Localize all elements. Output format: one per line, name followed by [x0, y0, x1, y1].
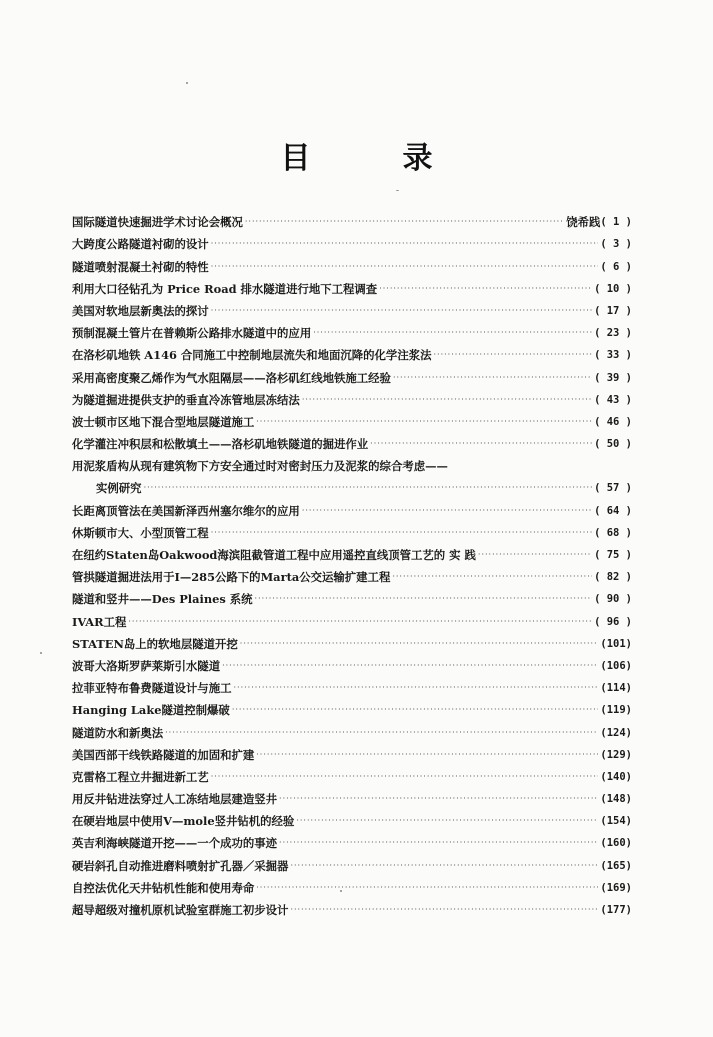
toc-entry-page: (114) [600, 682, 632, 695]
toc-entry [72, 784, 632, 806]
toc-entry [72, 762, 632, 784]
toc-entry [72, 407, 632, 429]
toc-entry [72, 606, 632, 628]
toc-leader-dots [245, 215, 564, 229]
toc-entry [72, 895, 632, 917]
table-of-contents [72, 207, 632, 917]
toc-entry-title: 硬岩斜孔自动推进磨料喷射扩孔器／采掘器 [72, 858, 289, 873]
toc-entry [72, 229, 632, 251]
toc-entry-page: (106) [600, 659, 632, 672]
toc-entry-title: 用泥浆盾构从现有建筑物下方安全通过时对密封压力及泥浆的综合考虑—— [72, 459, 448, 474]
toc-entry-page: ( 50 ) [594, 438, 632, 451]
toc-entry-title: 长距离顶管法在美国新泽西州塞尔维尔的应用 [72, 503, 300, 518]
toc-leader-dots [211, 237, 599, 251]
toc-leader-dots [290, 903, 598, 917]
toc-leader-dots [290, 859, 598, 873]
toc-entry-page: ( 57 ) [594, 482, 632, 495]
toc-leader-dots [393, 371, 592, 385]
toc-entry-title: 隧道喷射混凝土衬砌的特性 [72, 259, 209, 274]
toc-entry-title: 自控法优化天井钻机性能和使用寿命 [72, 880, 255, 895]
toc-entry [72, 207, 632, 229]
toc-leader-dots [478, 548, 592, 562]
toc-entry [72, 873, 632, 895]
toc-entry-page: ( 68 ) [594, 526, 632, 539]
toc-entry-page: (154) [600, 815, 632, 828]
title-char-left: 目 [280, 141, 311, 176]
scan-speck [340, 890, 342, 892]
toc-entry-title: 采用高密度聚乙烯作为气水阻隔层——洛杉矶红线地铁施工经验 [72, 370, 391, 385]
toc-entry-title: 休斯顿市大、小型顶管工程 [72, 525, 209, 540]
toc-leader-dots [256, 415, 592, 429]
toc-entry-page: (169) [600, 881, 632, 894]
toc-entry-page: (165) [600, 859, 632, 872]
toc-entry-title: 大跨度公路隧道衬砌的设计 [72, 237, 209, 252]
toc-entry [72, 451, 632, 473]
toc-entry-title: 管拱隧道掘进法用于I—285公路下的Marta公交运输扩建工程 [72, 570, 391, 585]
toc-leader-dots [279, 836, 598, 850]
toc-entry-page: (101) [600, 637, 632, 650]
toc-entry [72, 828, 632, 850]
toc-entry-title: 实例研究 [96, 481, 142, 496]
toc-leader-dots [379, 282, 592, 296]
toc-entry [72, 362, 632, 384]
toc-leader-dots [313, 326, 592, 340]
toc-entry [72, 695, 632, 717]
toc-leader-dots [302, 393, 592, 407]
title-char-right: 录 [402, 141, 433, 176]
toc-leader-dots [279, 792, 598, 806]
toc-entry-title: 在洛杉矶地铁 A146 合同施工中控制地层流失和地面沉降的化学注浆法 [72, 348, 432, 363]
toc-entry [72, 629, 632, 651]
toc-leader-dots [434, 348, 593, 362]
toc-entry [72, 540, 632, 562]
toc-leader-dots [211, 304, 592, 318]
toc-entry-title: 超导超级对撞机原机试验室群施工初步设计 [72, 903, 289, 917]
toc-entry [72, 385, 632, 407]
toc-entry [72, 850, 632, 872]
toc-entry [72, 562, 632, 584]
toc-entry [72, 518, 632, 540]
toc-entry-page: (129) [600, 748, 632, 761]
toc-leader-dots [128, 615, 592, 629]
toc-entry-title: 美国西部干线铁路隧道的加固和扩建 [72, 747, 255, 762]
scan-speck [396, 190, 399, 191]
toc-leader-dots [222, 659, 598, 673]
toc-entry-page: ( 3 ) [600, 238, 632, 251]
toc-entry-title: 美国对软地层新奥法的探讨 [72, 303, 209, 318]
toc-entry-page: (148) [600, 793, 632, 806]
toc-entry-title: 波士顿市区地下混合型地层隧道施工 [72, 414, 255, 429]
toc-entry-title: 用反井钻进法穿过人工冻结地层建造竖井 [72, 792, 278, 807]
toc-entry [72, 473, 632, 495]
toc-entry-page: ( 64 ) [594, 504, 632, 517]
scan-speck [186, 82, 188, 84]
toc-entry-page: ( 46 ) [594, 415, 632, 428]
toc-leader-dots [232, 703, 599, 717]
toc-leader-dots [211, 260, 599, 274]
toc-entry-title: 利用大口径钻孔为 Price Road 排水隧道进行地下工程调查 [72, 281, 378, 296]
toc-entry-page: ( 10 ) [594, 282, 632, 295]
toc-entry-page: ( 33 ) [594, 349, 632, 362]
toc-entry-title: IVAR工程 [72, 614, 127, 629]
toc-entry [72, 296, 632, 318]
toc-entry-page: ( 23 ) [594, 327, 632, 340]
toc-entry [72, 717, 632, 739]
toc-entry-title: Hanging Lake隧道控制爆破 [72, 703, 230, 718]
toc-entry-page: (119) [600, 704, 632, 717]
toc-leader-dots [144, 481, 592, 495]
toc-entry-title: 隧道和竖井——Des Plaines 系统 [72, 592, 253, 607]
toc-leader-dots [256, 748, 598, 762]
toc-entry-title: STATEN岛上的软地层隧道开挖 [72, 636, 238, 651]
toc-entry-page: ( 39 ) [594, 371, 632, 384]
toc-entry-page: (140) [600, 770, 632, 783]
toc-entry [72, 740, 632, 762]
toc-entry-title: 化学灌注冲积层和松散填土——洛杉矶地铁隧道的掘进作业 [72, 437, 369, 452]
toc-entry [72, 584, 632, 606]
toc-leader-dots [211, 526, 592, 540]
toc-entry-page: ( 90 ) [594, 593, 632, 606]
toc-entry-page: (124) [600, 726, 632, 739]
toc-entry-page: ( 1 ) [600, 216, 632, 229]
toc-entry [72, 274, 632, 296]
toc-entry-page: (160) [600, 837, 632, 850]
toc-entry [72, 673, 632, 695]
toc-leader-dots [233, 681, 598, 695]
toc-entry [72, 495, 632, 517]
toc-entry-title: 在纽约Staten岛Oakwood海滨阻截管道工程中应用遥控直线顶管工艺的 实 践 [72, 548, 476, 562]
toc-leader-dots [255, 592, 593, 606]
toc-entry-title: 隧道防水和新奥法 [72, 725, 164, 740]
scan-speck [40, 652, 42, 654]
toc-entry-page: ( 96 ) [594, 615, 632, 628]
page-title [0, 133, 713, 177]
toc-entry-page: ( 43 ) [594, 393, 632, 406]
toc-leader-dots [370, 437, 592, 451]
toc-entry-title: 克雷格工程立井掘进新工艺 [72, 769, 209, 784]
toc-entry-page: ( 6 ) [600, 260, 632, 273]
toc-entry [72, 429, 632, 451]
toc-entry-author: 饶希践 [566, 215, 601, 230]
toc-entry [72, 806, 632, 828]
toc-leader-dots [392, 570, 592, 584]
toc-entry-title: 预制混凝土管片在普赖斯公路排水隧道中的应用 [72, 326, 312, 341]
toc-entry-title: 英吉利海峡隧道开挖——一个成功的事迹 [72, 836, 278, 851]
toc-entry-page: ( 82 ) [594, 571, 632, 584]
toc-entry-title: 国际隧道快速掘进学术讨论会概况 [72, 215, 243, 230]
toc-leader-dots [165, 726, 598, 740]
toc-entry-title: 拉菲亚特布鲁费隧道设计与施工 [72, 681, 232, 696]
toc-leader-dots [256, 881, 598, 895]
toc-leader-dots [211, 770, 599, 784]
toc-entry-title: 在硬岩地层中使用V—mole竖井钻机的经验 [72, 814, 295, 829]
toc-entry-title: 波哥大洛斯罗萨莱斯引水隧道 [72, 658, 221, 673]
toc-entry-page: (177) [600, 904, 632, 916]
toc-leader-dots [302, 504, 592, 518]
toc-entry-title: 为隧道掘进提供支护的垂直冷冻管地层冻结法 [72, 392, 300, 407]
toc-entry-page: ( 75 ) [594, 549, 632, 561]
toc-entry [72, 251, 632, 273]
toc-entry-page: ( 17 ) [594, 304, 632, 317]
toc-entry [72, 340, 632, 362]
toc-leader-dots [240, 637, 599, 651]
toc-leader-dots [296, 814, 598, 828]
toc-entry [72, 651, 632, 673]
toc-entry [72, 318, 632, 340]
